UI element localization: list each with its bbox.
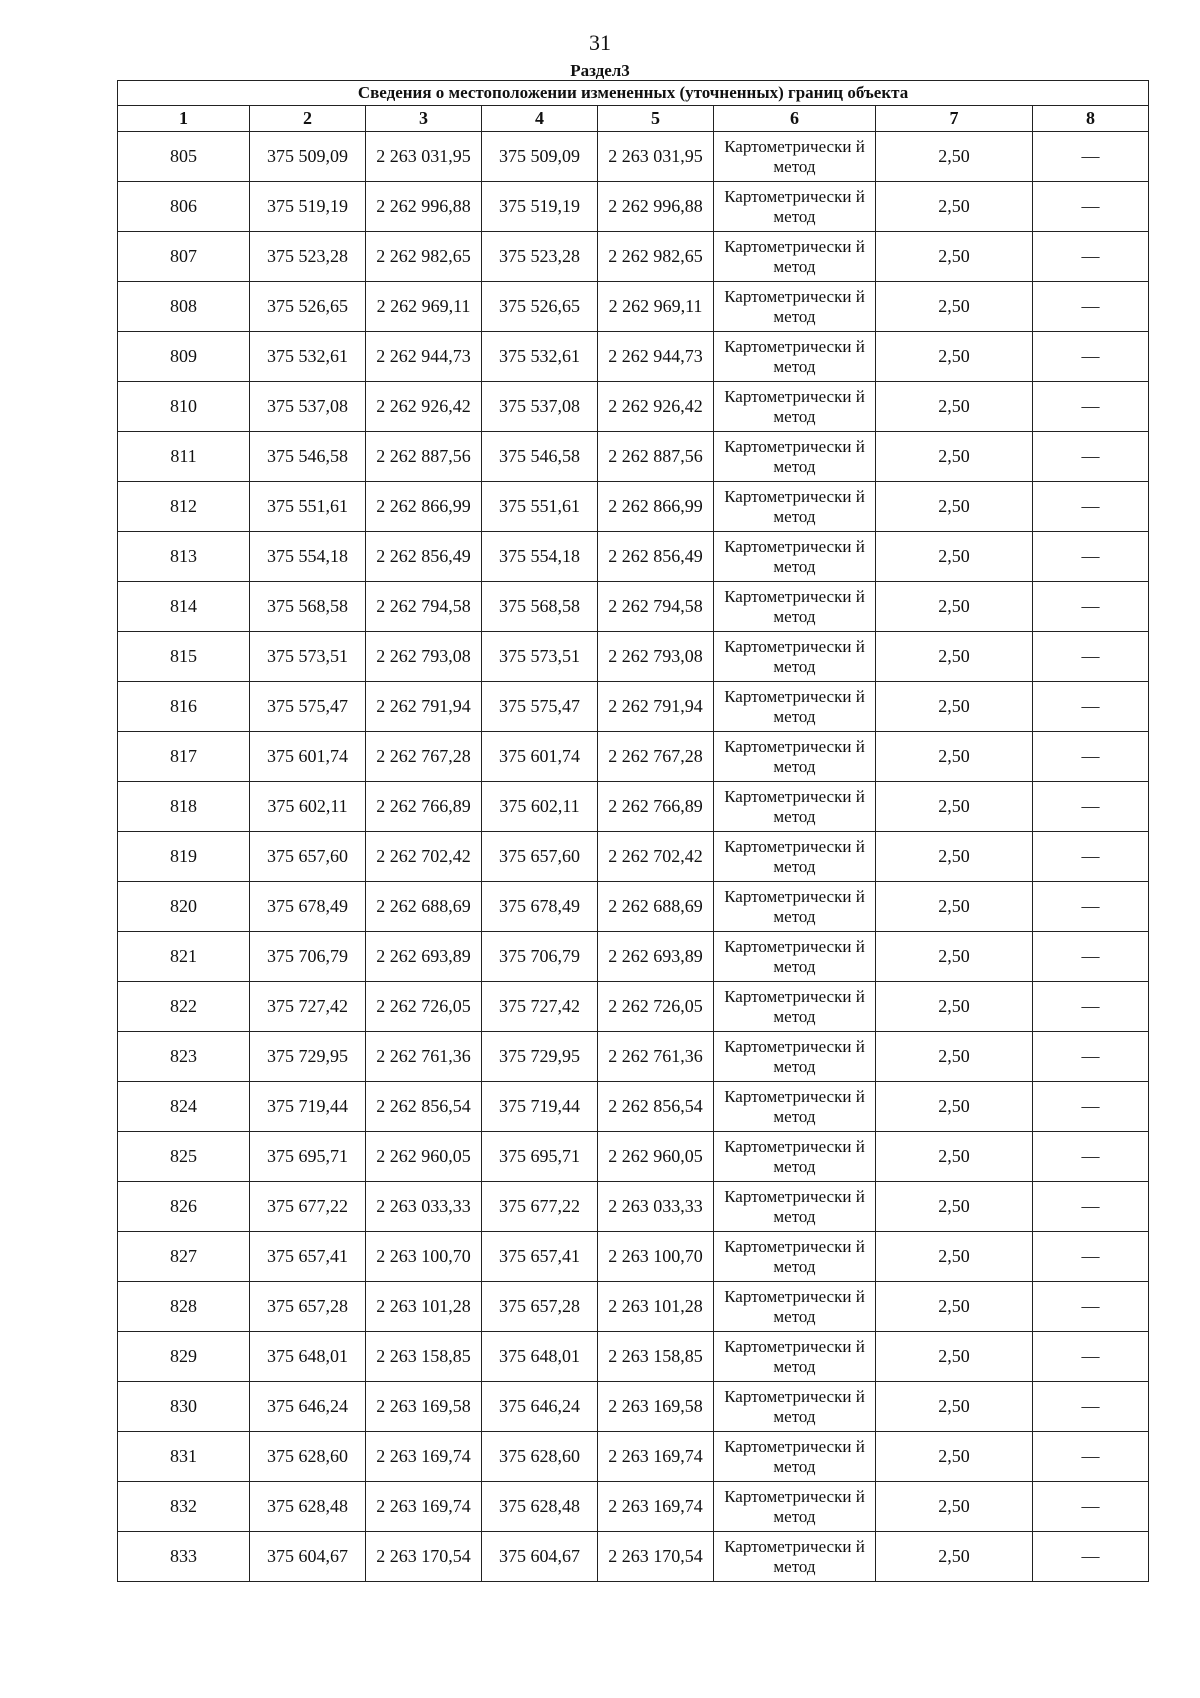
method-cell: Картометрически й метод	[714, 782, 876, 832]
y-existing-cell: 2 262 887,56	[366, 432, 482, 482]
column-number: 3	[366, 106, 482, 132]
y-existing-cell: 2 262 693,89	[366, 932, 482, 982]
point-number-cell: 824	[118, 1082, 250, 1132]
table-row	[118, 482, 1149, 532]
method-cell: Картометрически й метод	[714, 382, 876, 432]
point-number-cell: 821	[118, 932, 250, 982]
accuracy-cell: 2,50	[876, 282, 1033, 332]
table-row	[118, 132, 1149, 182]
x-existing-cell: 375 646,24	[250, 1382, 366, 1432]
x-refined-cell: 375 509,09	[482, 132, 598, 182]
note-cell: —	[1033, 832, 1149, 882]
method-cell: Картометрически й метод	[714, 1132, 876, 1182]
method-cell: Картометрически й метод	[714, 332, 876, 382]
point-number-cell: 826	[118, 1182, 250, 1232]
y-existing-cell: 2 263 158,85	[366, 1332, 482, 1382]
x-refined-cell: 375 628,48	[482, 1482, 598, 1532]
page-number: 31	[589, 30, 611, 55]
note-cell: —	[1033, 332, 1149, 382]
note-cell: —	[1033, 132, 1149, 182]
accuracy-cell: 2,50	[876, 482, 1033, 532]
y-refined-cell: 2 263 169,58	[598, 1382, 714, 1432]
note-cell: —	[1033, 482, 1149, 532]
accuracy-cell: 2,50	[876, 432, 1033, 482]
method-cell: Картометрически й метод	[714, 1482, 876, 1532]
coordinates-table	[117, 80, 1149, 1582]
method-cell: Картометрически й метод	[714, 832, 876, 882]
point-number-cell: 819	[118, 832, 250, 882]
method-cell: Картометрически й метод	[714, 482, 876, 532]
x-existing-cell: 375 602,11	[250, 782, 366, 832]
note-cell: —	[1033, 782, 1149, 832]
y-refined-cell: 2 263 170,54	[598, 1532, 714, 1582]
method-cell: Картометрически й метод	[714, 882, 876, 932]
method-cell: Картометрически й метод	[714, 682, 876, 732]
y-existing-cell: 2 262 726,05	[366, 982, 482, 1032]
point-number-cell: 806	[118, 182, 250, 232]
accuracy-cell: 2,50	[876, 1232, 1033, 1282]
column-number: 4	[482, 106, 598, 132]
method-cell: Картометрически й метод	[714, 282, 876, 332]
accuracy-cell: 2,50	[876, 1082, 1033, 1132]
x-refined-cell: 375 628,60	[482, 1432, 598, 1482]
x-existing-cell: 375 648,01	[250, 1332, 366, 1382]
x-refined-cell: 375 551,61	[482, 482, 598, 532]
x-refined-cell: 375 604,67	[482, 1532, 598, 1582]
accuracy-cell: 2,50	[876, 1382, 1033, 1432]
x-existing-cell: 375 532,61	[250, 332, 366, 382]
x-existing-cell: 375 729,95	[250, 1032, 366, 1082]
table-row	[118, 432, 1149, 482]
y-existing-cell: 2 262 982,65	[366, 232, 482, 282]
y-existing-cell: 2 262 702,42	[366, 832, 482, 882]
x-refined-cell: 375 719,44	[482, 1082, 598, 1132]
accuracy-cell: 2,50	[876, 382, 1033, 432]
x-refined-cell: 375 575,47	[482, 682, 598, 732]
table-row	[118, 1332, 1149, 1382]
table-row	[118, 832, 1149, 882]
y-existing-cell: 2 262 767,28	[366, 732, 482, 782]
table-row	[118, 1482, 1149, 1532]
note-cell: —	[1033, 1082, 1149, 1132]
point-number-cell: 823	[118, 1032, 250, 1082]
accuracy-cell: 2,50	[876, 1032, 1033, 1082]
x-existing-cell: 375 657,41	[250, 1232, 366, 1282]
x-existing-cell: 375 604,67	[250, 1532, 366, 1582]
y-existing-cell: 2 262 766,89	[366, 782, 482, 832]
x-refined-cell: 375 695,71	[482, 1132, 598, 1182]
x-existing-cell: 375 519,19	[250, 182, 366, 232]
method-cell: Картометрически й метод	[714, 1282, 876, 1332]
method-cell: Картометрически й метод	[714, 1232, 876, 1282]
note-cell: —	[1033, 1182, 1149, 1232]
x-existing-cell: 375 575,47	[250, 682, 366, 732]
point-number-cell: 811	[118, 432, 250, 482]
point-number-cell: 815	[118, 632, 250, 682]
x-existing-cell: 375 509,09	[250, 132, 366, 182]
column-number: 8	[1033, 106, 1149, 132]
accuracy-cell: 2,50	[876, 182, 1033, 232]
point-number-cell: 827	[118, 1232, 250, 1282]
note-cell: —	[1033, 1432, 1149, 1482]
accuracy-cell: 2,50	[876, 1132, 1033, 1182]
column-number: 2	[250, 106, 366, 132]
y-existing-cell: 2 262 866,99	[366, 482, 482, 532]
x-existing-cell: 375 537,08	[250, 382, 366, 432]
point-number-cell: 820	[118, 882, 250, 932]
accuracy-cell: 2,50	[876, 532, 1033, 582]
x-refined-cell: 375 523,28	[482, 232, 598, 282]
x-refined-cell: 375 648,01	[482, 1332, 598, 1382]
x-existing-cell: 375 554,18	[250, 532, 366, 582]
accuracy-cell: 2,50	[876, 1282, 1033, 1332]
y-existing-cell: 2 263 033,33	[366, 1182, 482, 1232]
accuracy-cell: 2,50	[876, 632, 1033, 682]
x-refined-cell: 375 602,11	[482, 782, 598, 832]
y-refined-cell: 2 263 158,85	[598, 1332, 714, 1382]
method-cell: Картометрически й метод	[714, 1082, 876, 1132]
x-existing-cell: 375 551,61	[250, 482, 366, 532]
y-refined-cell: 2 262 996,88	[598, 182, 714, 232]
method-cell: Картометрически й метод	[714, 1432, 876, 1482]
note-cell: —	[1033, 232, 1149, 282]
note-cell: —	[1033, 932, 1149, 982]
y-refined-cell: 2 262 702,42	[598, 832, 714, 882]
y-existing-cell: 2 263 169,58	[366, 1382, 482, 1432]
table-row	[118, 982, 1149, 1032]
point-number-cell: 832	[118, 1482, 250, 1532]
table-row	[118, 1532, 1149, 1582]
x-refined-cell: 375 601,74	[482, 732, 598, 782]
point-number-cell: 831	[118, 1432, 250, 1482]
x-refined-cell: 375 532,61	[482, 332, 598, 382]
y-refined-cell: 2 263 033,33	[598, 1182, 714, 1232]
accuracy-cell: 2,50	[876, 932, 1033, 982]
y-existing-cell: 2 262 688,69	[366, 882, 482, 932]
note-cell: —	[1033, 1332, 1149, 1382]
table-row	[118, 232, 1149, 282]
table-row	[118, 932, 1149, 982]
x-refined-cell: 375 537,08	[482, 382, 598, 432]
x-refined-cell: 375 678,49	[482, 882, 598, 932]
y-refined-cell: 2 262 960,05	[598, 1132, 714, 1182]
y-existing-cell: 2 263 100,70	[366, 1232, 482, 1282]
point-number-cell: 817	[118, 732, 250, 782]
point-number-cell: 805	[118, 132, 250, 182]
note-cell: —	[1033, 1132, 1149, 1182]
y-existing-cell: 2 262 944,73	[366, 332, 482, 382]
table-caption-row	[118, 81, 1149, 106]
x-existing-cell: 375 573,51	[250, 632, 366, 682]
y-refined-cell: 2 262 793,08	[598, 632, 714, 682]
y-refined-cell: 2 263 100,70	[598, 1232, 714, 1282]
point-number-cell: 818	[118, 782, 250, 832]
table-row	[118, 1182, 1149, 1232]
accuracy-cell: 2,50	[876, 1432, 1033, 1482]
method-cell: Картометрически й метод	[714, 432, 876, 482]
y-existing-cell: 2 263 169,74	[366, 1432, 482, 1482]
table-row	[118, 182, 1149, 232]
y-existing-cell: 2 262 793,08	[366, 632, 482, 682]
x-existing-cell: 375 601,74	[250, 732, 366, 782]
x-refined-cell: 375 554,18	[482, 532, 598, 582]
y-refined-cell: 2 262 926,42	[598, 382, 714, 432]
accuracy-cell: 2,50	[876, 1532, 1033, 1582]
y-existing-cell: 2 262 960,05	[366, 1132, 482, 1182]
y-refined-cell: 2 262 761,36	[598, 1032, 714, 1082]
x-existing-cell: 375 546,58	[250, 432, 366, 482]
table-row	[118, 632, 1149, 682]
accuracy-cell: 2,50	[876, 982, 1033, 1032]
x-refined-cell: 375 729,95	[482, 1032, 598, 1082]
point-number-cell: 808	[118, 282, 250, 332]
x-refined-cell: 375 657,60	[482, 832, 598, 882]
column-number: 5	[598, 106, 714, 132]
y-existing-cell: 2 262 926,42	[366, 382, 482, 432]
note-cell: —	[1033, 632, 1149, 682]
note-cell: —	[1033, 382, 1149, 432]
y-refined-cell: 2 262 766,89	[598, 782, 714, 832]
note-cell: —	[1033, 982, 1149, 1032]
y-refined-cell: 2 262 688,69	[598, 882, 714, 932]
y-existing-cell: 2 262 794,58	[366, 582, 482, 632]
y-refined-cell: 2 263 169,74	[598, 1482, 714, 1532]
table-row	[118, 332, 1149, 382]
table-body	[118, 132, 1149, 1582]
x-existing-cell: 375 727,42	[250, 982, 366, 1032]
accuracy-cell: 2,50	[876, 882, 1033, 932]
y-existing-cell: 2 262 996,88	[366, 182, 482, 232]
x-refined-cell: 375 519,19	[482, 182, 598, 232]
point-number-cell: 807	[118, 232, 250, 282]
method-cell: Картометрически й метод	[714, 1332, 876, 1382]
table-row	[118, 282, 1149, 332]
x-refined-cell: 375 706,79	[482, 932, 598, 982]
y-refined-cell: 2 262 944,73	[598, 332, 714, 382]
table-row	[118, 1282, 1149, 1332]
x-refined-cell: 375 568,58	[482, 582, 598, 632]
method-cell: Картометрически й метод	[714, 532, 876, 582]
accuracy-cell: 2,50	[876, 832, 1033, 882]
x-existing-cell: 375 657,60	[250, 832, 366, 882]
x-existing-cell: 375 719,44	[250, 1082, 366, 1132]
y-existing-cell: 2 263 101,28	[366, 1282, 482, 1332]
x-existing-cell: 375 523,28	[250, 232, 366, 282]
note-cell: —	[1033, 282, 1149, 332]
x-existing-cell: 375 706,79	[250, 932, 366, 982]
method-cell: Картометрически й метод	[714, 1182, 876, 1232]
y-refined-cell: 2 262 856,54	[598, 1082, 714, 1132]
y-refined-cell: 2 262 726,05	[598, 982, 714, 1032]
note-cell: —	[1033, 882, 1149, 932]
point-number-cell: 809	[118, 332, 250, 382]
y-existing-cell: 2 263 170,54	[366, 1532, 482, 1582]
table-row	[118, 682, 1149, 732]
table-row	[118, 382, 1149, 432]
table-caption: Сведения о местоположении измененных (уточненных) границ объекта	[118, 81, 1149, 106]
y-existing-cell: 2 262 969,11	[366, 282, 482, 332]
note-cell: —	[1033, 1032, 1149, 1082]
point-number-cell: 814	[118, 582, 250, 632]
table-row	[118, 1232, 1149, 1282]
accuracy-cell: 2,50	[876, 582, 1033, 632]
method-cell: Картометрически й метод	[714, 182, 876, 232]
accuracy-cell: 2,50	[876, 1332, 1033, 1382]
point-number-cell: 813	[118, 532, 250, 582]
table-row	[118, 1382, 1149, 1432]
accuracy-cell: 2,50	[876, 732, 1033, 782]
method-cell: Картометрически й метод	[714, 1382, 876, 1432]
x-refined-cell: 375 646,24	[482, 1382, 598, 1432]
y-refined-cell: 2 263 031,95	[598, 132, 714, 182]
y-refined-cell: 2 263 101,28	[598, 1282, 714, 1332]
method-cell: Картометрически й метод	[714, 232, 876, 282]
note-cell: —	[1033, 1482, 1149, 1532]
table-row	[118, 1082, 1149, 1132]
note-cell: —	[1033, 1382, 1149, 1432]
method-cell: Картометрически й метод	[714, 632, 876, 682]
note-cell: —	[1033, 1532, 1149, 1582]
y-refined-cell: 2 262 969,11	[598, 282, 714, 332]
accuracy-cell: 2,50	[876, 1482, 1033, 1532]
x-existing-cell: 375 695,71	[250, 1132, 366, 1182]
x-refined-cell: 375 677,22	[482, 1182, 598, 1232]
point-number-cell: 812	[118, 482, 250, 532]
y-existing-cell: 2 262 791,94	[366, 682, 482, 732]
section-label: Раздел3	[570, 61, 630, 80]
table-row	[118, 582, 1149, 632]
point-number-cell: 822	[118, 982, 250, 1032]
note-cell: —	[1033, 532, 1149, 582]
column-number: 1	[118, 106, 250, 132]
y-refined-cell: 2 262 791,94	[598, 682, 714, 732]
x-refined-cell: 375 657,41	[482, 1232, 598, 1282]
note-cell: —	[1033, 732, 1149, 782]
point-number-cell: 825	[118, 1132, 250, 1182]
x-existing-cell: 375 628,48	[250, 1482, 366, 1532]
accuracy-cell: 2,50	[876, 782, 1033, 832]
x-existing-cell: 375 677,22	[250, 1182, 366, 1232]
note-cell: —	[1033, 182, 1149, 232]
table-row	[118, 1432, 1149, 1482]
y-refined-cell: 2 262 866,99	[598, 482, 714, 532]
y-existing-cell: 2 262 856,54	[366, 1082, 482, 1132]
note-cell: —	[1033, 1282, 1149, 1332]
table-row	[118, 1132, 1149, 1182]
x-refined-cell: 375 546,58	[482, 432, 598, 482]
table-row	[118, 1032, 1149, 1082]
note-cell: —	[1033, 432, 1149, 482]
method-cell: Картометрически й метод	[714, 732, 876, 782]
method-cell: Картометрически й метод	[714, 1032, 876, 1082]
point-number-cell: 816	[118, 682, 250, 732]
point-number-cell: 830	[118, 1382, 250, 1432]
y-refined-cell: 2 263 169,74	[598, 1432, 714, 1482]
accuracy-cell: 2,50	[876, 132, 1033, 182]
x-refined-cell: 375 657,28	[482, 1282, 598, 1332]
y-refined-cell: 2 262 794,58	[598, 582, 714, 632]
method-cell: Картометрически й метод	[714, 132, 876, 182]
y-existing-cell: 2 263 169,74	[366, 1482, 482, 1532]
y-refined-cell: 2 262 982,65	[598, 232, 714, 282]
x-existing-cell: 375 678,49	[250, 882, 366, 932]
accuracy-cell: 2,50	[876, 232, 1033, 282]
note-cell: —	[1033, 582, 1149, 632]
x-refined-cell: 375 573,51	[482, 632, 598, 682]
x-existing-cell: 375 568,58	[250, 582, 366, 632]
method-cell: Картометрически й метод	[714, 932, 876, 982]
column-number-row	[118, 106, 1149, 132]
table-row	[118, 532, 1149, 582]
point-number-cell: 810	[118, 382, 250, 432]
column-number: 6	[714, 106, 876, 132]
note-cell: —	[1033, 1232, 1149, 1282]
x-existing-cell: 375 628,60	[250, 1432, 366, 1482]
method-cell: Картометрически й метод	[714, 982, 876, 1032]
y-existing-cell: 2 262 856,49	[366, 532, 482, 582]
x-existing-cell: 375 657,28	[250, 1282, 366, 1332]
accuracy-cell: 2,50	[876, 682, 1033, 732]
accuracy-cell: 2,50	[876, 332, 1033, 382]
table-row	[118, 782, 1149, 832]
point-number-cell: 829	[118, 1332, 250, 1382]
accuracy-cell: 2,50	[876, 1182, 1033, 1232]
x-refined-cell: 375 727,42	[482, 982, 598, 1032]
y-refined-cell: 2 262 767,28	[598, 732, 714, 782]
note-cell: —	[1033, 682, 1149, 732]
point-number-cell: 828	[118, 1282, 250, 1332]
method-cell: Картометрически й метод	[714, 1532, 876, 1582]
x-existing-cell: 375 526,65	[250, 282, 366, 332]
table-row	[118, 732, 1149, 782]
method-cell: Картометрически й метод	[714, 582, 876, 632]
column-number: 7	[876, 106, 1033, 132]
table-row	[118, 882, 1149, 932]
x-refined-cell: 375 526,65	[482, 282, 598, 332]
y-existing-cell: 2 262 761,36	[366, 1032, 482, 1082]
point-number-cell: 833	[118, 1532, 250, 1582]
y-existing-cell: 2 263 031,95	[366, 132, 482, 182]
y-refined-cell: 2 262 693,89	[598, 932, 714, 982]
y-refined-cell: 2 262 856,49	[598, 532, 714, 582]
y-refined-cell: 2 262 887,56	[598, 432, 714, 482]
